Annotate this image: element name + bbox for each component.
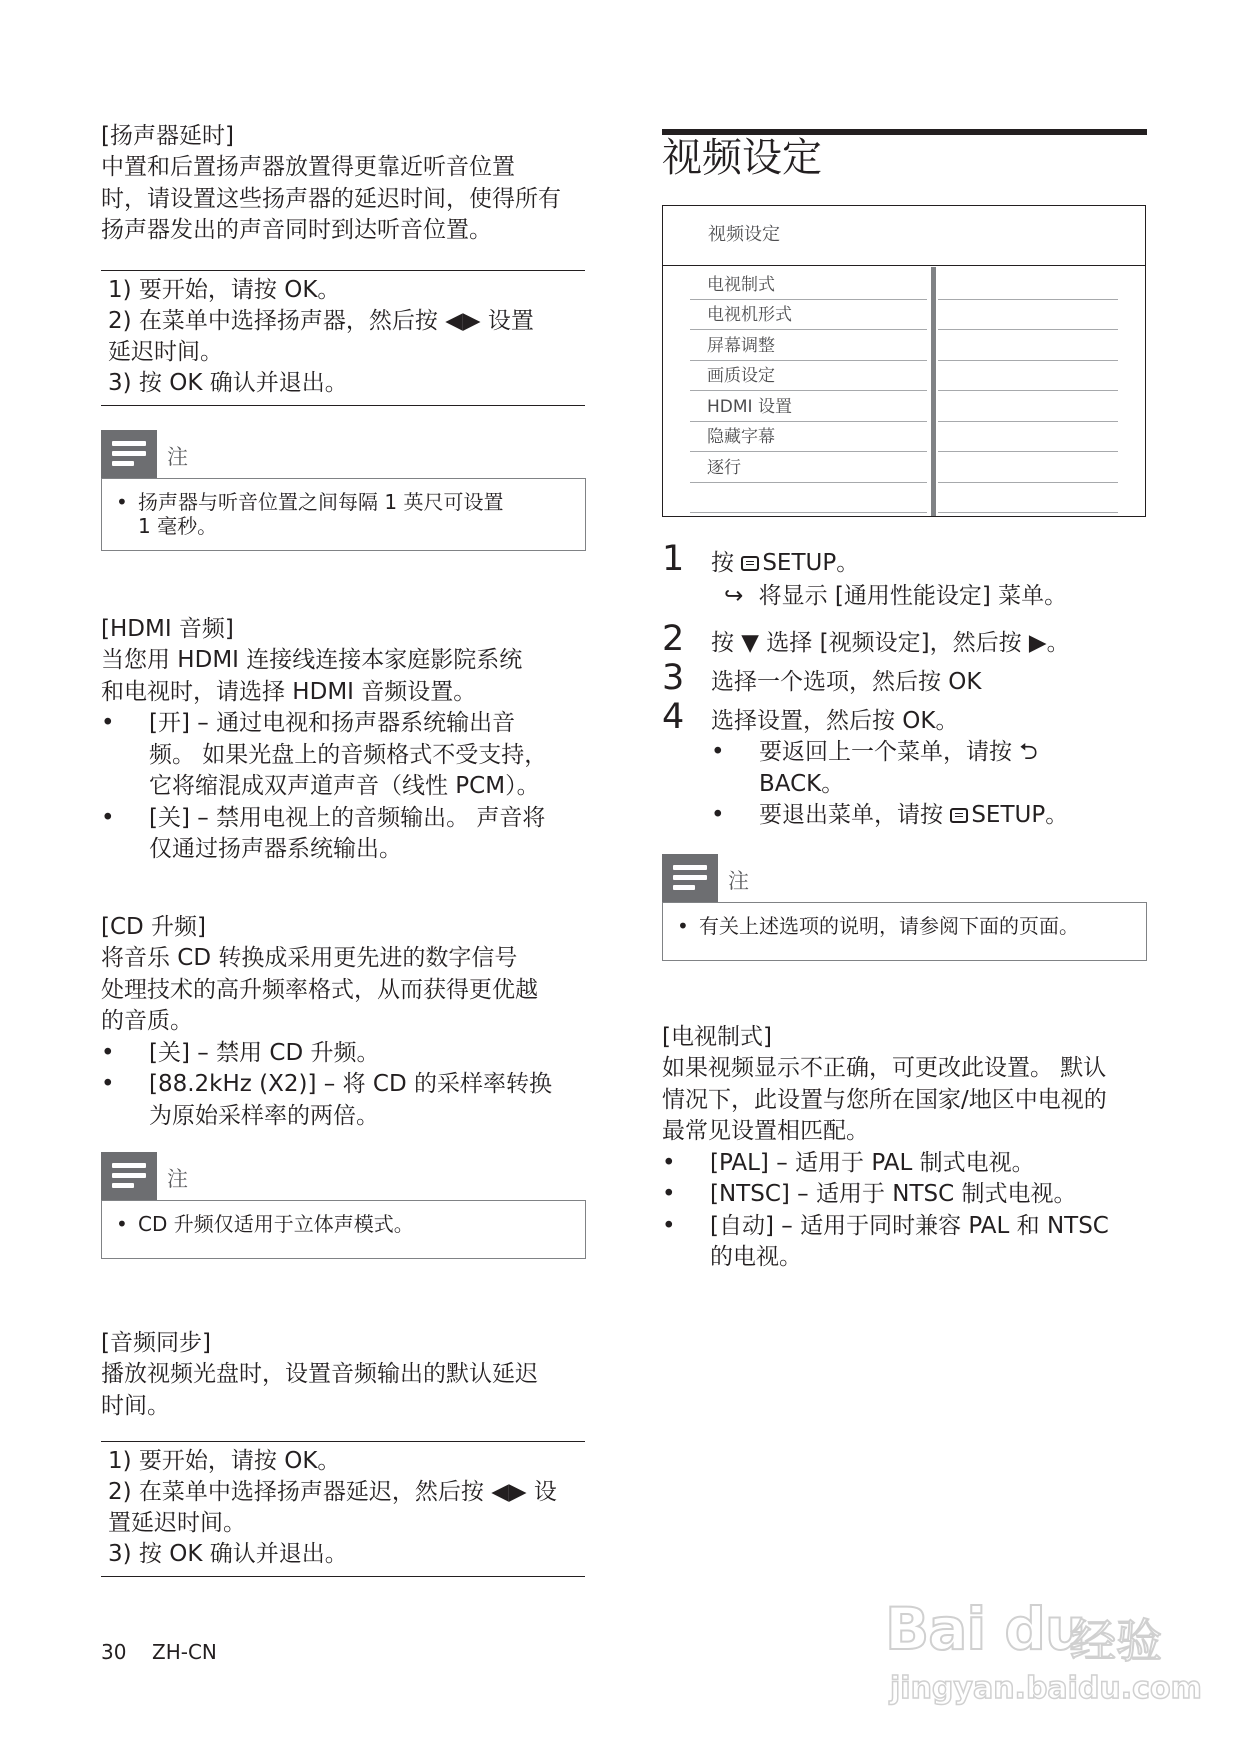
menu-value-slot (938, 454, 1118, 483)
step-line: 2) 在菜单中选择扬声器，然后按 ◀▶ 设置 (108, 308, 534, 334)
note-line: 1 毫秒。 (138, 514, 218, 538)
step-line: 1) 要开始，请按 OK。 (108, 277, 341, 303)
step-number: 4 (662, 697, 685, 737)
step-line: 3) 按 OK 确认并退出。 (108, 370, 348, 396)
menu-value-slot (938, 301, 1118, 330)
tv-system-heading: [电视制式] (662, 1024, 772, 1050)
audio-sync-steps (101, 1441, 585, 1577)
hdmi-audio-section (101, 614, 585, 866)
body-line: 当您用 HDMI 连接线连接本家庭影院系统 (101, 647, 523, 673)
list-item: • 要返回上一个菜单，请按 ⮌ BACK。 (711, 739, 1038, 797)
body-line: 最常见设置相匹配。 (662, 1118, 869, 1144)
body-line: 情况下，此设置与您所在国家/地区中电视的 (662, 1086, 1107, 1113)
speaker-delay-steps (101, 270, 585, 406)
step-text: 选择设置，然后按 OK。 (711, 708, 959, 734)
setup-icon (741, 556, 759, 571)
step-text: 按 ▼ 选择 [视频设定]，然后按 ▶。 (711, 630, 1070, 656)
note-line: CD 升频仅适用于立体声模式。 (138, 1212, 414, 1236)
note-bullet: • CD 升频仅适用于立体声模式。 (116, 1212, 571, 1236)
body-line: 播放视频光盘时，设置音频输出的默认延迟 (101, 1361, 538, 1387)
note-bullet: • 有关上述选项的说明，请参阅下面的页面。 (677, 914, 1132, 938)
audio-sync-heading: [音频同步] (101, 1330, 211, 1356)
list-item: • [关] – 禁用 CD 升频。 (101, 1039, 380, 1066)
note-box-speaker (101, 430, 586, 551)
watermark-brand: Bai du (885, 1595, 1086, 1663)
list-item: • [88.2kHz (X2)] – 将 CD 的采样率转换 为原始采样率的两倍。 (101, 1071, 553, 1129)
step-line: 置延迟时间。 (108, 1510, 246, 1536)
step-number: 2 (662, 619, 685, 659)
body-line: 的音质。 (101, 1008, 193, 1034)
step-line: 延迟时间。 (108, 339, 223, 365)
menu-value-slot (938, 362, 1118, 391)
list-item: • [关] – 禁用电视上的音频输出。 声音将 仅通过扬声器系统输出。 (101, 804, 546, 862)
note-icon (101, 1152, 157, 1200)
cd-upsampling-heading: [CD 升频] (101, 914, 207, 940)
menu-value-slot (938, 332, 1118, 361)
body-line: 时间。 (101, 1392, 170, 1419)
note-line: 扬声器与听音位置之间每隔 1 英尺可设置 (138, 490, 504, 514)
page-title: 视频设定 (662, 135, 822, 181)
list-item: • [自动] – 适用于同时兼容 PAL 和 NTSC 的电视。 (662, 1212, 1109, 1270)
note-label: 注 (167, 1167, 188, 1191)
step-line: 3) 按 OK 确认并退出。 (108, 1541, 348, 1567)
note-content (101, 478, 586, 551)
hdmi-audio-heading: [HDMI 音频] (101, 616, 234, 642)
result-arrow-icon: ↪ (724, 583, 744, 609)
watermark-cn: 经验 (1070, 1614, 1162, 1668)
speaker-delay-body-line: 扬声器发出的声音同时到达听音位置。 (101, 217, 492, 243)
speaker-delay-heading: [扬声器延时] (101, 123, 234, 149)
menu-item-tv-type[interactable]: 电视机形式 (690, 301, 927, 330)
body-line: 如果视频显示不正确，可更改此设置。 默认 (662, 1055, 1107, 1081)
menu-value-slot (938, 393, 1118, 422)
menu-divider-vertical (931, 267, 936, 516)
note-content (101, 1200, 586, 1259)
speaker-delay-body-line: 时，请设置这些扬声器的延迟时间，使得所有 (101, 185, 561, 212)
baidu-watermark (880, 1575, 1202, 1725)
step-sub-bullets (711, 737, 1111, 832)
tv-system-section (662, 1022, 1147, 1274)
note-box-video (662, 854, 1147, 961)
video-settings-menu (662, 205, 1146, 517)
step-line: 1) 要开始，请按 OK。 (108, 1448, 341, 1474)
note-icon (662, 854, 718, 902)
note-content (662, 902, 1147, 961)
step-line: 2) 在菜单中选择扬声器延迟，然后按 ◀▶ 设 (108, 1479, 557, 1505)
note-label: 注 (728, 869, 749, 893)
watermark-url: jingyan.baidu.com (890, 1671, 1202, 1706)
menu-item-closed-caption[interactable]: 隐藏字幕 (690, 423, 927, 452)
note-bullet: • 扬声器与听音位置之间每隔 1 英尺可设置 1 毫秒。 (116, 490, 571, 538)
menu-item-hdmi-setup[interactable]: HDMI 设置 (690, 393, 927, 422)
note-box-cd (101, 1152, 586, 1259)
body-line: 处理技术的高升频率格式，从而获得更优越 (101, 976, 538, 1003)
step-number: 1 (662, 539, 685, 579)
page-number: 30 (101, 1640, 127, 1664)
body-line: 将音乐 CD 转换成采用更先进的数字信号 (101, 945, 518, 971)
menu-value-slot (938, 484, 1118, 513)
step-result: ↪ 将显示 [通用性能设定] 菜单。 (724, 583, 1068, 609)
menu-divider-horizontal (663, 265, 1145, 266)
menu-title: 视频设定 (708, 224, 780, 245)
body-line: 和电视时，请选择 HDMI 音频设置。 (101, 678, 477, 705)
menu-item-empty (690, 484, 927, 513)
step-text: 按 SETUP。 (711, 550, 860, 576)
list-item: • [NTSC] – 适用于 NTSC 制式电视。 (662, 1181, 1077, 1207)
menu-item-tv-system[interactable]: 电视制式 (690, 271, 927, 300)
note-label: 注 (167, 445, 188, 469)
list-item: • 要退出菜单，请按 SETUP。 (711, 802, 1069, 828)
speaker-delay-section (101, 121, 585, 247)
step-number: 3 (662, 658, 685, 698)
setup-icon (950, 808, 968, 823)
note-header (662, 854, 1147, 902)
menu-item-screen-adjust[interactable]: 屏幕调整 (690, 332, 927, 361)
list-item: • [开] – 通过电视和扬声器系统输出音 频。 如果光盘上的音频格式不受支持， 它将缩混成双声道声音（线性 PCM）。 (101, 710, 548, 799)
menu-value-slot (938, 423, 1118, 452)
note-header (101, 1152, 586, 1200)
note-line: 有关上述选项的说明，请参阅下面的页面。 (699, 914, 1079, 938)
note-icon (101, 430, 157, 478)
list-item: • [PAL] – 适用于 PAL 制式电视。 (662, 1149, 1035, 1176)
step-text: 选择一个选项，然后按 OK (711, 669, 982, 695)
language-code: ZH-CN (152, 1640, 217, 1664)
note-header (101, 430, 586, 478)
speaker-delay-body-line: 中置和后置扬声器放置得更靠近听音位置 (101, 154, 515, 180)
menu-item-picture-settings[interactable]: 画质设定 (690, 362, 927, 391)
menu-item-progressive[interactable]: 逐行 (690, 454, 927, 483)
cd-upsampling-section (101, 912, 585, 1132)
menu-value-slot (938, 271, 1118, 300)
audio-sync-section (101, 1328, 585, 1422)
